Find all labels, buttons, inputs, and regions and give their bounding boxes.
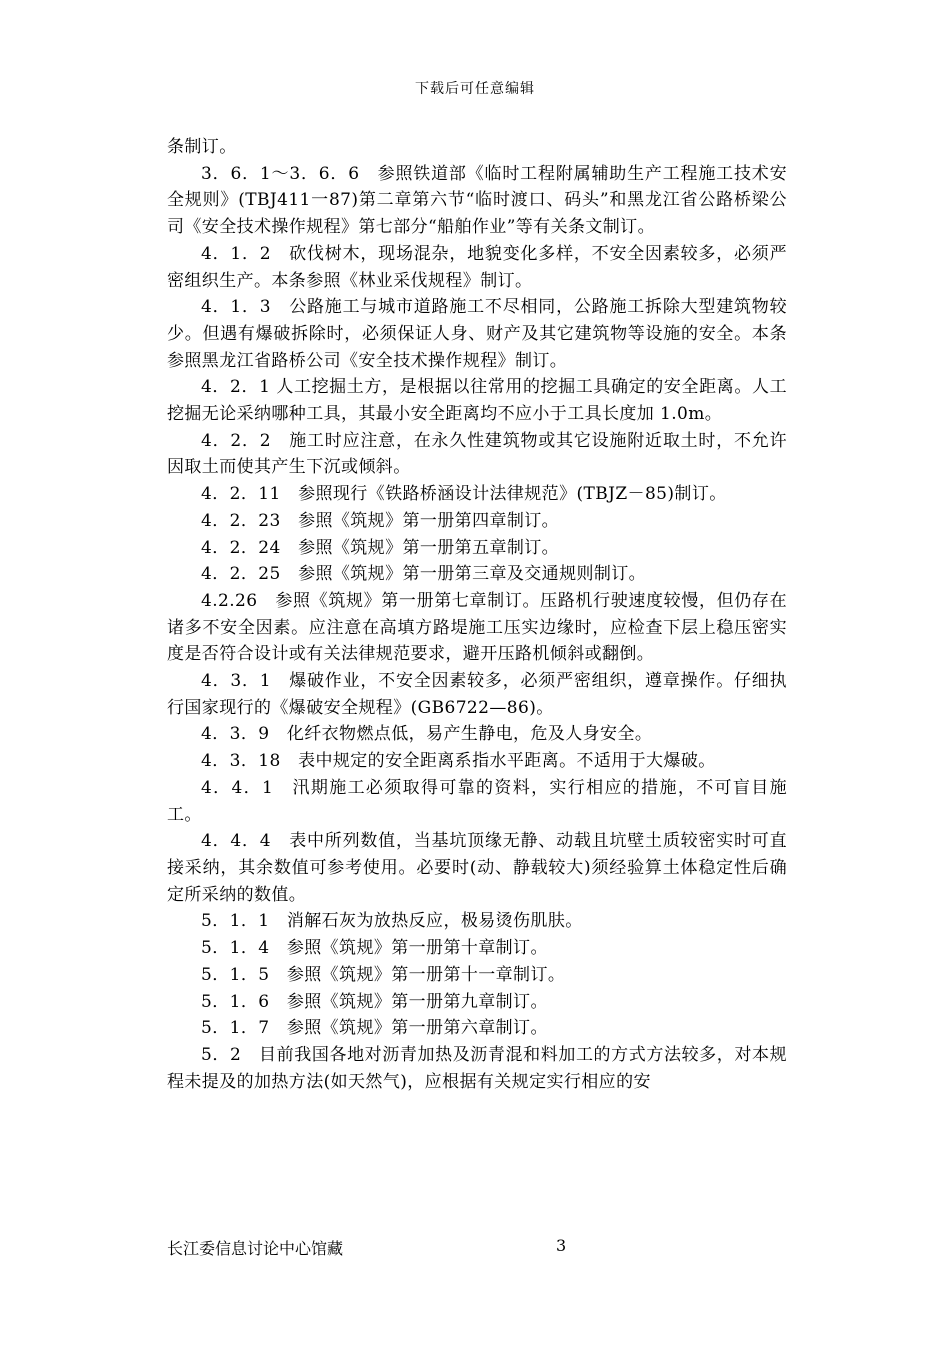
paragraph: 5．1．5 参照《筑规》第一册第十一章制订。 — [201, 964, 566, 985]
document-body — [167, 134, 787, 1095]
paragraph: 4．1．3 公路施工与城市道路施工不尽相同，公路施工拆除大型建筑物较少。但遇有爆破拆除时，必须保证人身、财产及其它建筑物等设施的安全。本条参照黑龙江省路桥公司《安全技术操作规程》制订。 — [167, 297, 787, 371]
paragraph: 4．2．11 参照现行《铁路桥涵设计法律规范》(TBJZ－85)制订。 — [201, 484, 727, 505]
paragraph: 4．2．24 参照《筑规》第一册第五章制订。 — [201, 537, 560, 558]
paragraph: 5．1．6 参照《筑规》第一册第九章制订。 — [201, 991, 548, 1012]
paragraph: 3．6．1～3．6．6 参照铁道部《临时工程附属辅助生产工程施工技术安全规则》(TBJ411一87)第二章第六节“临时渡口、码头”和黑龙江省公路桥梁公司《安全技术操作规程》第七部分“船舶作业”等有关条文制订。 — [167, 163, 787, 238]
page-number: 3 — [556, 1236, 567, 1255]
paragraph: 5．1．7 参照《筑规》第一册第六章制订。 — [201, 1018, 548, 1039]
paragraph: 4．2．25 参照《筑规》第一册第三章及交通规则制订。 — [201, 564, 647, 585]
paragraph: 4．1．2 砍伐树木，现场混杂，地貌变化多样，不安全因素较多，必须严密组织生产。本条参照《林业采伐规程》制订。 — [167, 243, 787, 291]
paragraph: 条制订。 — [167, 137, 237, 157]
paragraph: 4．3．9 化纤衣物燃点低，易产生静电，危及人身安全。 — [201, 724, 653, 745]
paragraph: 4．2．1 人工挖掘土方，是根据以往常用的挖掘工具确定的安全距离。人工挖掘无论采纳哪种工具，其最小安全距离均不应小于工具长度加 1.0m。 — [167, 377, 787, 425]
paragraph: 4．3．1 爆破作业，不安全因素较多，必须严密组织，遵章操作。仔细执行国家现行的《爆破安全规程》(GB6722—86)。 — [167, 671, 787, 718]
paragraph: 4．2．2 施工时应注意，在永久性建筑物或其它设施附近取土时，不允许因取土而使其产生下沉或倾斜。 — [167, 430, 787, 478]
paragraph: 4．3．18 表中规定的安全距离系指水平距离。不适用于大爆破。 — [201, 751, 716, 772]
footer-source: 长江委信息讨论中心馆藏 — [167, 1239, 344, 1258]
paragraph: 5．2 目前我国各地对沥青加热及沥青混和料加工的方式方法较多，对本规程未提及的加热方法(如天然气)，应根据有关规定实行相应的安 — [167, 1044, 787, 1092]
paragraph: 5．1．4 参照《筑规》第一册第十章制订。 — [201, 938, 548, 959]
paragraph: 5．1．1 消解石灰为放热反应，极易烫伤肌肤。 — [201, 911, 583, 932]
paragraph: 4．4．4 表中所列数值，当基坑顶缘无静、动载且坑壁土质较密实时可直接采纳，其余数值可参考使用。必要时(动、静载较大)须经验算土体稳定性后确定所采纳的数值。 — [167, 831, 787, 905]
paragraph: 4.2.26 参照《筑规》第一册第七章制订。压路机行驶速度较慢，但仍存在诸多不安全因素。应注意在高填方路堤施工压实边缘时，应检查下层上稳压密实度是否符合设计或有关法律规范要求，避开压路机倾斜或翻倒。 — [167, 590, 787, 665]
page-header: 下载后可任意编辑 — [415, 81, 535, 97]
paragraph: 4．4．1 汛期施工必须取得可靠的资料，实行相应的措施，不可盲目施工。 — [167, 777, 787, 825]
paragraph: 4．2．23 参照《筑规》第一册第四章制订。 — [201, 510, 560, 531]
